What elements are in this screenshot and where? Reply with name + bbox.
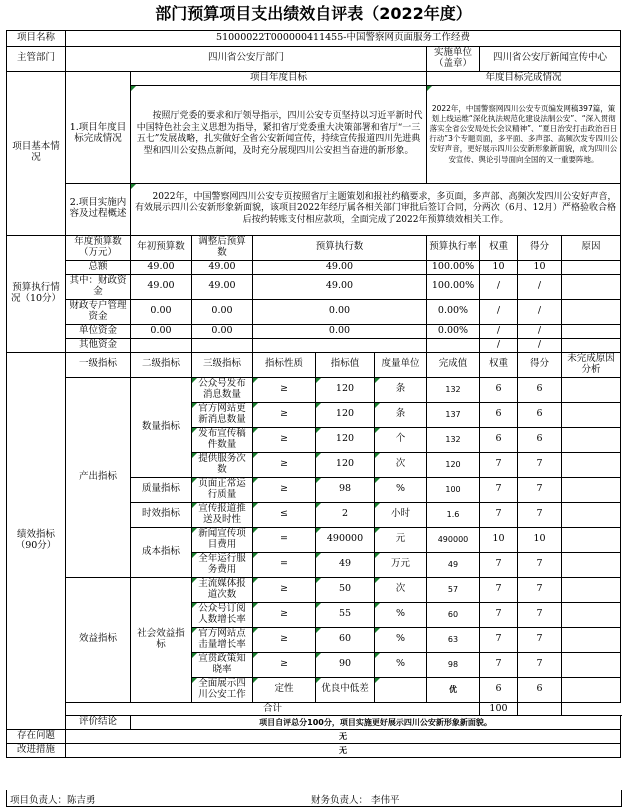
total-blank bbox=[518, 702, 562, 716]
budget-rate: 100.00% bbox=[427, 260, 480, 274]
impl-unit-label: 实施单位（盖章） bbox=[427, 47, 480, 72]
indicator-nature: ≥ bbox=[253, 577, 316, 602]
perf-header-9: 未完成原因分析 bbox=[562, 352, 621, 377]
indicator-done: 优 bbox=[427, 677, 480, 702]
indicator-reason bbox=[562, 427, 621, 452]
indicator-reason bbox=[562, 452, 621, 477]
indicator-target: 50 bbox=[316, 577, 375, 602]
indicator-target: 120 bbox=[316, 452, 375, 477]
indicator-weight: 7 bbox=[480, 602, 518, 627]
indicator-weight: 7 bbox=[480, 502, 518, 527]
indicator-reason bbox=[562, 477, 621, 502]
project-lead: 项目负责人：陈吉勇 bbox=[10, 795, 96, 806]
row1-label: 1.项目年度目标完成情况 bbox=[66, 85, 131, 183]
budget-rate: 0.00% bbox=[427, 299, 480, 324]
budget-weight: / bbox=[480, 299, 518, 324]
indicator-score: 7 bbox=[518, 452, 562, 477]
indicator-weight: 6 bbox=[480, 377, 518, 402]
indicator-weight: 7 bbox=[480, 552, 518, 577]
basic-header-row bbox=[7, 71, 621, 85]
finance-lead: 财务负责人： 李伟平 bbox=[311, 795, 400, 806]
level3-indicator: 全年运行服务费用 bbox=[192, 552, 253, 577]
indicator-done: 137 bbox=[427, 402, 480, 427]
budget-header-4: 预算执行率 bbox=[427, 235, 480, 260]
indicator-score: 7 bbox=[518, 627, 562, 652]
budget-row-label: 单位资金 bbox=[66, 324, 131, 338]
indicator-weight: 7 bbox=[480, 452, 518, 477]
indicator-nature: ≥ bbox=[253, 402, 316, 427]
indicator-nature: ≥ bbox=[253, 452, 316, 477]
row2-text: 2022年，中国警察网四川公安专页按照省厅主题策划和报社约稿要求，多页面，多声部、高频次发四川公安好声音，有效展示四川公安新形象新面貌，该项目2022年经厅属各相关部门审批后签订合同，分两次（6月、12月）严格验收合格后按约转账支付相应款项，全面完成了2022年预算绩效相关工作。 bbox=[131, 183, 621, 235]
budget-reason bbox=[562, 274, 621, 299]
indicator-score: 7 bbox=[518, 477, 562, 502]
indicator-reason bbox=[562, 627, 621, 652]
signature-footer bbox=[6, 790, 622, 807]
indicator-reason bbox=[562, 652, 621, 677]
budget-weight: / bbox=[480, 274, 518, 299]
fix-label: 改进措施 bbox=[7, 744, 66, 758]
issue-row bbox=[7, 730, 621, 744]
indicator-score: 7 bbox=[518, 577, 562, 602]
indicator-done: 57 bbox=[427, 577, 480, 602]
budget-row-label: 其中：财政资金 bbox=[66, 274, 131, 299]
budget-rate bbox=[427, 338, 480, 352]
budget-score: / bbox=[518, 299, 562, 324]
indicator-reason bbox=[562, 377, 621, 402]
indicator-done: 120 bbox=[427, 452, 480, 477]
perf-header-4: 指标值 bbox=[316, 352, 375, 377]
budget-header-5: 权重 bbox=[480, 235, 518, 260]
budget-reason bbox=[562, 260, 621, 274]
indicator-unit: % bbox=[375, 477, 427, 502]
indicator-done: 100 bbox=[427, 477, 480, 502]
indicator-unit: 条 bbox=[375, 402, 427, 427]
budget-reason bbox=[562, 299, 621, 324]
basic-row-2 bbox=[7, 183, 621, 235]
indicator-score: 10 bbox=[518, 527, 562, 552]
level3-indicator: 页面正常运行质量 bbox=[192, 477, 253, 502]
perf-row bbox=[7, 577, 621, 602]
indicator-score: 7 bbox=[518, 602, 562, 627]
level3-indicator: 提供服务次数 bbox=[192, 452, 253, 477]
indicator-unit: % bbox=[375, 627, 427, 652]
total-label: 合计 bbox=[66, 702, 480, 716]
dept-row bbox=[7, 47, 621, 72]
level2-social: 社会效益指标 bbox=[131, 577, 192, 702]
indicator-unit: 条 bbox=[375, 377, 427, 402]
indicator-unit: 万元 bbox=[375, 552, 427, 577]
budget-initial: 0.00 bbox=[131, 324, 192, 338]
issue-label: 存在问题 bbox=[7, 730, 66, 744]
goal-column-header: 项目年度目标 bbox=[131, 71, 427, 85]
budget-adjusted: 49.00 bbox=[192, 260, 253, 274]
indicator-target: 优良中低差 bbox=[316, 677, 375, 702]
level2-time: 时效指标 bbox=[131, 502, 192, 527]
indicator-weight: 7 bbox=[480, 577, 518, 602]
level1-benefit: 效益指标 bbox=[66, 577, 131, 702]
indicator-nature: ≤ bbox=[253, 502, 316, 527]
indicator-score: 6 bbox=[518, 377, 562, 402]
level3-indicator: 全面展示四川公安工作 bbox=[192, 677, 253, 702]
budget-score: / bbox=[518, 338, 562, 352]
indicator-reason bbox=[562, 527, 621, 552]
basic-section-label: 项目基本情况 bbox=[7, 71, 66, 235]
indicator-done: 1.6 bbox=[427, 502, 480, 527]
budget-row-label: 财政专户管理资金 bbox=[66, 299, 131, 324]
indicator-target: 2 bbox=[316, 502, 375, 527]
perf-header-row bbox=[7, 352, 621, 377]
perf-header-2: 三级指标 bbox=[192, 352, 253, 377]
budget-initial: 0.00 bbox=[131, 299, 192, 324]
indicator-score: 6 bbox=[518, 427, 562, 452]
indicator-nature: 定性 bbox=[253, 677, 316, 702]
level2-quantity: 数量指标 bbox=[131, 377, 192, 477]
project-name-label: 项目名称 bbox=[7, 31, 66, 47]
budget-header-0: 年度预算数（万元） bbox=[66, 235, 131, 260]
indicator-target: 120 bbox=[316, 377, 375, 402]
indicator-done: 490000 bbox=[427, 527, 480, 552]
budget-adjusted: 49.00 bbox=[192, 274, 253, 299]
indicator-unit: % bbox=[375, 602, 427, 627]
budget-section-label: 预算执行情况（10分） bbox=[7, 235, 66, 352]
row1-done: 2022年，中国警察网四川公安专页编发网稿397篇，策划上线运维“深化执法规范化建设法制公安”、“深入贯彻落实全省公安局处长会议精神”、“夏日治安打击政治百日行动”3个专题页面，多平面、多声部、高频次发专四川公安好声音，更好展示四川公安新形象新面貌，成为四川公安宣传、舆论引导面向全国的又一重要阵地。 bbox=[427, 85, 621, 183]
indicator-weight: 6 bbox=[480, 402, 518, 427]
perf-header-3: 指标性质 bbox=[253, 352, 316, 377]
budget-header-6: 得分 bbox=[518, 235, 562, 260]
indicator-nature: = bbox=[253, 527, 316, 552]
eval-text: 项目自评总分100分，项目实施更好展示四川公安新形象新面貌。 bbox=[131, 716, 621, 730]
level2-quality: 质量指标 bbox=[131, 477, 192, 502]
indicator-unit: 次 bbox=[375, 577, 427, 602]
indicator-weight: 7 bbox=[480, 627, 518, 652]
indicator-reason bbox=[562, 677, 621, 702]
budget-reason bbox=[562, 324, 621, 338]
perf-header-5: 度量单位 bbox=[375, 352, 427, 377]
indicator-weight: 6 bbox=[480, 677, 518, 702]
project-name-value: 51000022T000000411455-中国警察网页面服务工作经费 bbox=[66, 31, 621, 47]
budget-header-1: 年初预算数 bbox=[131, 235, 192, 260]
indicator-unit: % bbox=[375, 652, 427, 677]
indicator-unit: 次 bbox=[375, 452, 427, 477]
eval-row bbox=[7, 716, 621, 730]
perf-header-6: 完成值 bbox=[427, 352, 480, 377]
budget-executed: 49.00 bbox=[253, 274, 427, 299]
indicator-target: 49 bbox=[316, 552, 375, 577]
row2-label: 2.项目实施内容及过程概述 bbox=[66, 183, 131, 235]
budget-executed bbox=[253, 338, 427, 352]
indicator-nature: ≥ bbox=[253, 602, 316, 627]
level3-indicator: 官方网站更新消息数量 bbox=[192, 402, 253, 427]
indicator-reason bbox=[562, 402, 621, 427]
indicator-weight: 6 bbox=[480, 427, 518, 452]
indicator-target: 98 bbox=[316, 477, 375, 502]
budget-row bbox=[7, 324, 621, 338]
indicator-done: 132 bbox=[427, 427, 480, 452]
budget-score: / bbox=[518, 274, 562, 299]
level3-indicator: 发布宣传稿件数量 bbox=[192, 427, 253, 452]
level3-indicator: 宣贯政策知晓率 bbox=[192, 652, 253, 677]
indicator-reason bbox=[562, 552, 621, 577]
budget-header-row bbox=[7, 235, 621, 260]
row1-goal: 按照厅党委的要求和厅领导指示，四川公安专页坚持以习近平新时代中国特色社会主义思想为指导，紧扣省厅党委重大决策部署和省厅“一三五七”发展战略，扎实做好全省公安新闻宣传，持续宣传报道四川先进典型和四川公安热点新闻，及时充分展现四川公安担当奋进的新形象。 bbox=[131, 85, 427, 183]
dept-value: 四川省公安厅部门 bbox=[66, 47, 427, 72]
indicator-nature: = bbox=[253, 552, 316, 577]
budget-weight: 10 bbox=[480, 260, 518, 274]
perf-header-0: 一级指标 bbox=[66, 352, 131, 377]
budget-row bbox=[7, 274, 621, 299]
budget-initial: 49.00 bbox=[131, 274, 192, 299]
budget-rate: 0.00% bbox=[427, 324, 480, 338]
indicator-done: 132 bbox=[427, 377, 480, 402]
total-score: 100 bbox=[480, 702, 518, 716]
indicator-weight: 10 bbox=[480, 527, 518, 552]
budget-row-label: 总额 bbox=[66, 260, 131, 274]
budget-initial: 49.00 bbox=[131, 260, 192, 274]
perf-header-7: 权重 bbox=[480, 352, 518, 377]
indicator-reason bbox=[562, 602, 621, 627]
indicator-nature: ≥ bbox=[253, 477, 316, 502]
indicator-target: 60 bbox=[316, 627, 375, 652]
fix-row bbox=[7, 744, 621, 758]
indicator-unit: 元 bbox=[375, 527, 427, 552]
budget-row bbox=[7, 299, 621, 324]
budget-score: / bbox=[518, 324, 562, 338]
indicator-target: 90 bbox=[316, 652, 375, 677]
indicator-unit bbox=[375, 677, 427, 702]
indicator-score: 7 bbox=[518, 502, 562, 527]
indicator-done: 49 bbox=[427, 552, 480, 577]
level3-indicator: 宣传报道推送及时性 bbox=[192, 502, 253, 527]
budget-rate: 100.00% bbox=[427, 274, 480, 299]
indicator-unit: 个 bbox=[375, 427, 427, 452]
indicator-target: 120 bbox=[316, 402, 375, 427]
budget-header-7: 原因 bbox=[562, 235, 621, 260]
indicator-weight: 7 bbox=[480, 652, 518, 677]
eval-label: 评价结论 bbox=[66, 716, 131, 730]
done-column-header: 年度目标完成情况 bbox=[427, 71, 621, 85]
perf-section-label: 绩效指标（90分） bbox=[7, 352, 66, 730]
indicator-score: 7 bbox=[518, 652, 562, 677]
level2-cost: 成本指标 bbox=[131, 527, 192, 577]
indicator-target: 55 bbox=[316, 602, 375, 627]
dept-label: 主管部门 bbox=[7, 47, 66, 72]
level3-indicator: 主流媒体报道次数 bbox=[192, 577, 253, 602]
fix-text: 无 bbox=[66, 744, 621, 758]
indicator-target: 490000 bbox=[316, 527, 375, 552]
level3-indicator: 官方网站点击量增长率 bbox=[192, 627, 253, 652]
budget-executed: 49.00 bbox=[253, 260, 427, 274]
budget-weight: / bbox=[480, 324, 518, 338]
indicator-nature: ≥ bbox=[253, 652, 316, 677]
indicator-weight: 7 bbox=[480, 477, 518, 502]
budget-header-2: 调整后预算数 bbox=[192, 235, 253, 260]
indicator-target: 120 bbox=[316, 427, 375, 452]
budget-adjusted: 0.00 bbox=[192, 324, 253, 338]
budget-adjusted: 0.00 bbox=[192, 299, 253, 324]
basic-row-1 bbox=[7, 85, 621, 183]
budget-row bbox=[7, 260, 621, 274]
perf-header-8: 得分 bbox=[518, 352, 562, 377]
indicator-reason bbox=[562, 502, 621, 527]
main-table bbox=[6, 30, 621, 758]
indicator-score: 6 bbox=[518, 402, 562, 427]
page-title: 部门预算项目支出绩效自评表（2022年度） bbox=[155, 4, 472, 23]
project-name-row bbox=[7, 31, 621, 47]
indicator-score: 6 bbox=[518, 677, 562, 702]
indicator-done: 60 bbox=[427, 602, 480, 627]
indicator-nature: ≥ bbox=[253, 627, 316, 652]
budget-executed: 0.00 bbox=[253, 299, 427, 324]
budget-executed: 0.00 bbox=[253, 324, 427, 338]
budget-score: 10 bbox=[518, 260, 562, 274]
perf-header-1: 二级指标 bbox=[131, 352, 192, 377]
total-row bbox=[7, 702, 621, 716]
perf-row bbox=[7, 377, 621, 402]
level1-output: 产出指标 bbox=[66, 377, 131, 577]
indicator-reason bbox=[562, 577, 621, 602]
level3-indicator: 新闻宣传项目费用 bbox=[192, 527, 253, 552]
budget-row bbox=[7, 338, 621, 352]
budget-adjusted bbox=[192, 338, 253, 352]
level3-indicator: 公众号发布消息数量 bbox=[192, 377, 253, 402]
indicator-nature: ≥ bbox=[253, 377, 316, 402]
budget-weight: / bbox=[480, 338, 518, 352]
indicator-nature: ≥ bbox=[253, 427, 316, 452]
indicator-score: 7 bbox=[518, 552, 562, 577]
indicator-unit: 小时 bbox=[375, 502, 427, 527]
budget-initial bbox=[131, 338, 192, 352]
budget-header-3: 预算执行数 bbox=[253, 235, 427, 260]
issue-text: 无 bbox=[66, 730, 621, 744]
budget-row-label: 其他资金 bbox=[66, 338, 131, 352]
indicator-done: 98 bbox=[427, 652, 480, 677]
budget-reason bbox=[562, 338, 621, 352]
impl-unit-value: 四川省公安厅新闻宣传中心 bbox=[480, 47, 621, 72]
level3-indicator: 公众号订阅人数增长率 bbox=[192, 602, 253, 627]
indicator-done: 63 bbox=[427, 627, 480, 652]
